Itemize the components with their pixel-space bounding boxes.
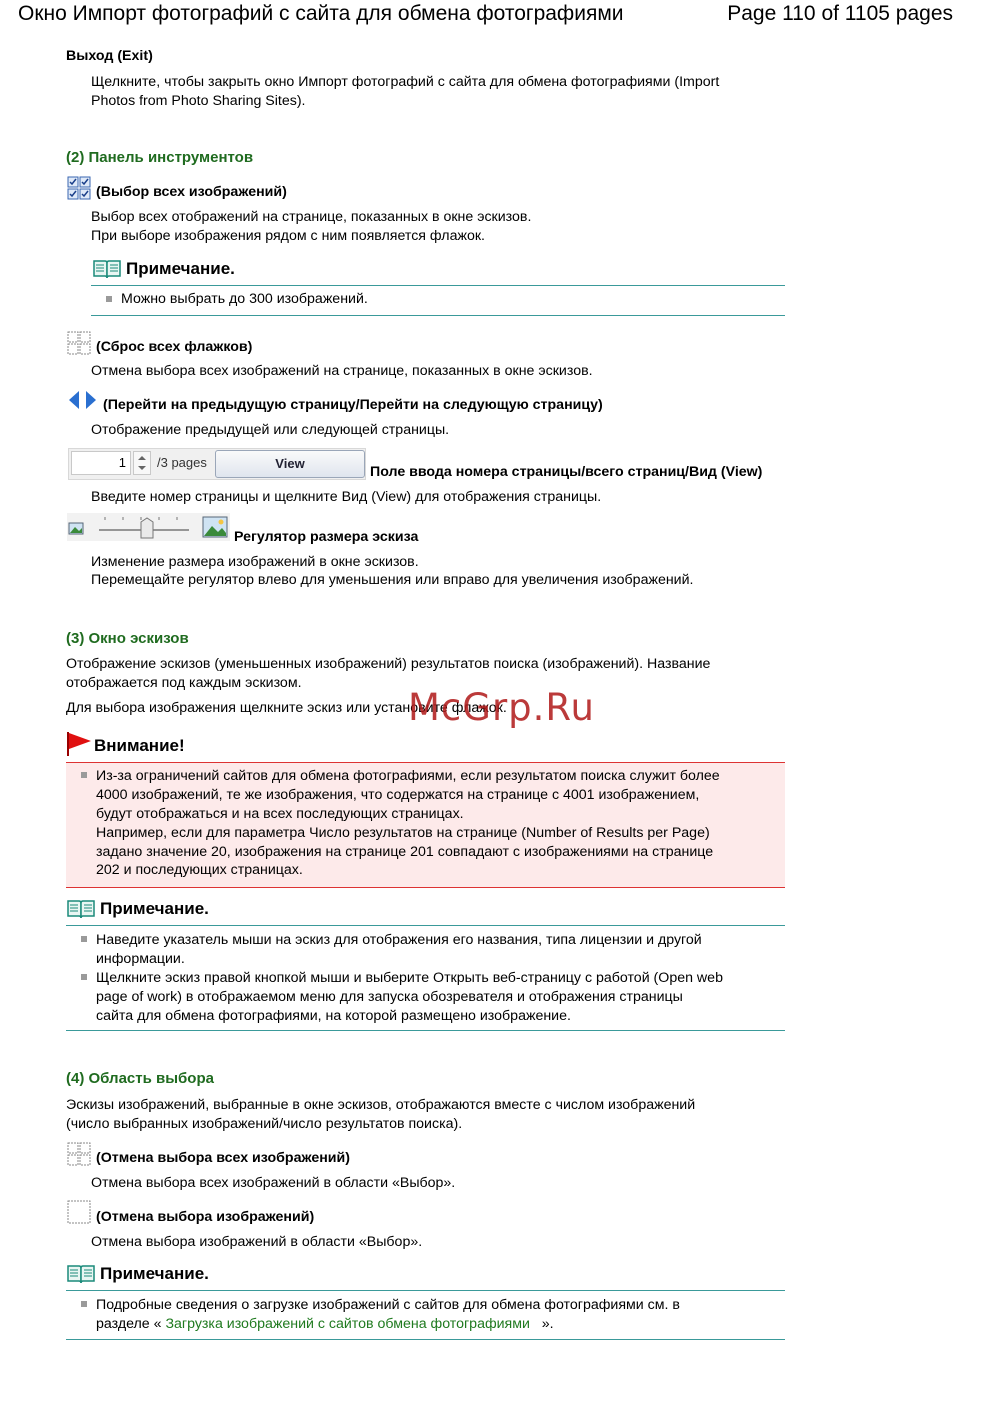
deselect-icon [67,1200,91,1229]
photo-sharing-download-link[interactable]: Загрузка изображений с сайтов обмена фотографиями [165,1316,530,1332]
exit-text-1: Щелкните, чтобы закрыть окно Импорт фотографий с сайта для обмена фотографиями (Import [91,74,720,90]
caution-line-2: 4000 изображений, те же изображения, что содержатся на странице с 4001 изображением, [96,787,700,803]
page-input-text: Введите номер страницы и щелкните Вид (View) для отображения страницы. [91,489,602,505]
book-icon [67,899,95,919]
deselect-label: (Отмена выбора изображений) [96,1209,315,1225]
note-3-bottom-rule [66,1339,785,1340]
caution-line-1: Из-за ограничений сайтов для обмена фотографиями, если результатом поиска служит более [96,768,720,784]
note-1-top-rule [91,285,785,286]
note-3-heading [67,1264,209,1284]
prev-next-label: (Перейти на предыдущую страницу/Перейти на следующую страницу) [103,397,603,413]
note-3-title: Примечание. [100,1264,209,1283]
note-2-top-rule [66,925,785,926]
note-1-title: Примечание. [126,259,235,278]
note-3-bullet [81,1301,87,1307]
page-number-input[interactable]: 1 [71,451,131,475]
note-1-bullet [106,296,112,302]
note-1-heading [93,259,235,279]
book-icon [67,1264,95,1284]
note-3-top-rule [66,1290,785,1291]
deselect-text: Отмена выбора изображений в области «Выбор». [91,1234,423,1250]
page-number-spinner[interactable] [133,451,151,475]
slider-text-2: Перемещайте регулятор влево для уменьшения или вправо для увеличения изображений. [91,572,694,588]
note-3-line-2 [96,1315,554,1334]
thumbnail-text-3: Для выбора изображения щелкните эскиз или установите флажок. [66,700,507,716]
red-flag-icon [66,732,92,756]
slider-handle [141,518,153,538]
toolbar-section-heading: (2) Панель инструментов [66,149,254,166]
note-2-title: Примечание. [100,899,209,918]
book-icon [93,259,121,279]
caution-title: Внимание! [94,736,185,755]
slider-label: Регулятор размера эскиза [234,529,419,545]
selection-text-1: Эскизы изображений, выбранные в окне эскизов, отображаются вместе с числом изображений [66,1097,696,1113]
note-3-line-1: Подробные сведения о загрузке изображений с сайтов для обмена фотографиями см. в [96,1297,680,1313]
note-2-item-2-line-3: сайта для обмена фотографиями, на которой размещено изображение. [96,1008,571,1024]
note-1-bottom-rule [91,315,785,316]
note-2-bullet-2 [81,974,87,980]
page-input-label: Поле ввода номера страницы/всего страниц/Вид (View) [370,464,763,480]
thumbnail-section-heading: (3) Окно эскизов [66,630,189,647]
reset-text: Отмена выбора всех изображений на странице, показанных в окне эскизов. [91,363,593,379]
note-2-heading [67,899,209,919]
thumbnail-text-1: Отображение эскизов (уменьшенных изображений) результатов поиска (изображений). Название [66,656,711,672]
selection-text-2: (число выбранных изображений/число результатов поиска). [66,1116,463,1132]
reset-label: (Сброс всех флажков) [96,339,253,355]
select-all-text-1: Выбор всех отображений на странице, показанных в окне эскизов. [91,209,532,225]
note-3-line-2-prefix: разделе « [96,1316,166,1332]
select-all-label: (Выбор всех изображений) [96,184,287,200]
clear-all-checkmarks-icon [67,331,91,360]
note-2-item-1-line-2: информации. [96,951,185,967]
thumbnail-size-slider [67,513,230,541]
document-title: Окно Импорт фотографий с сайта для обмена фотографиями [18,2,624,25]
caution-line-5: задано значение 20, изображения на странице 201 совпадают с изображениями на странице [96,844,714,860]
prev-next-text: Отображение предыдущей или следующей страницы. [91,422,450,438]
total-pages: /3 pages [157,455,207,470]
select-all-text-2: При выборе изображения рядом с ним появляется флажок. [91,228,485,244]
note-1-item: Можно выбрать до 300 изображений. [121,291,368,307]
exit-text-2: Photos from Photo Sharing Sites). [91,93,306,109]
select-all-icon [67,176,91,205]
page-header [0,0,1000,30]
note-2-bullet-1 [81,936,87,942]
watermark: McGrp.Ru [408,686,595,729]
note-2-item-2-line-2: page of work) в отображаемом меню для запуска обозревателя и отображения страницы [96,989,683,1005]
deselect-all-icon [67,1142,91,1171]
caution-line-3: будут отображаться и на всех последующих страницах. [96,806,464,822]
note-2-bottom-rule [66,1030,785,1031]
note-2-item-2-line-1: Щелкните эскиз правой кнопкой мыши и выберите Открыть веб-страницу с работой (Open web [96,970,723,986]
prev-next-icon [67,389,99,416]
deselect-all-text: Отмена выбора всех изображений в области «Выбор». [91,1175,456,1191]
large-image-icon [203,517,227,537]
caution-heading [66,732,185,756]
caution-line-6: 202 и последующих страницах. [96,862,303,878]
page-navigation-control [68,448,366,480]
note-2-item-1-line-1: Наведите указатель мыши на эскиз для отображения его названия, типа лицензии и другой [96,932,702,948]
thumbnail-text-2: отображается под каждым эскизом. [66,675,302,691]
exit-heading: Выход (Exit) [66,48,153,64]
slider-text-1: Изменение размера изображений в окне эскизов. [91,554,419,570]
selection-section-heading: (4) Область выбора [66,1070,214,1087]
caution-bullet [81,772,87,778]
note-3-line-2-suffix: ». [529,1316,554,1332]
page-counter: Page 110 of 1105 pages [727,2,953,25]
caution-line-4: Например, если для параметра Число результатов на странице (Number of Results per Page) [96,825,710,841]
small-image-icon [69,523,83,534]
deselect-all-label: (Отмена выбора всех изображений) [96,1150,350,1166]
view-button[interactable]: View [215,450,365,478]
